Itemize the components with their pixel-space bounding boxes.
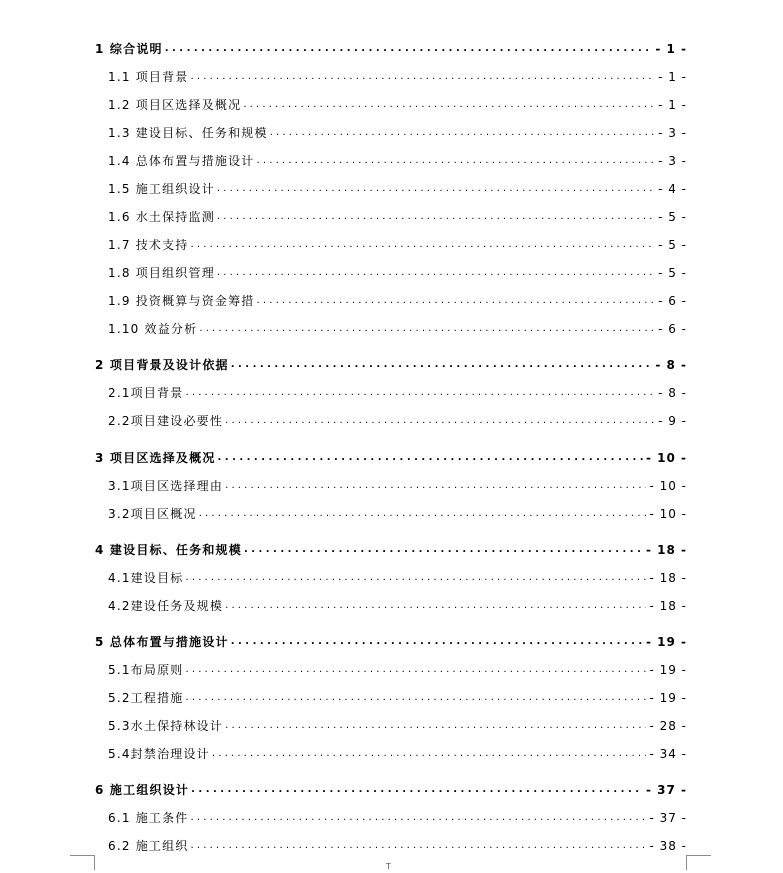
toc-dot-leader (243, 96, 655, 114)
toc-page-number: - 19 - (649, 691, 687, 705)
toc-section-entry[interactable] (108, 96, 687, 114)
toc-page-number: - 37 - (645, 783, 687, 797)
toc-dot-leader (218, 449, 643, 467)
toc-section-entry[interactable] (108, 505, 687, 523)
toc-section-entry[interactable] (108, 569, 687, 587)
toc-dot-leader (217, 208, 655, 226)
toc-entry-title: 4.1建设目标 (108, 571, 184, 585)
toc-entry-title: 3.2项目区概况 (108, 507, 197, 521)
toc-section-entry[interactable] (108, 597, 687, 615)
toc-section-entry[interactable] (108, 837, 687, 855)
footer-mark: T (386, 862, 391, 871)
toc-entry-title: 5.1布局原则 (108, 663, 184, 677)
toc-dot-leader (191, 809, 647, 827)
toc-section-entry[interactable] (108, 124, 687, 142)
toc-page-number: - 18 - (645, 543, 687, 557)
toc-section-entry[interactable] (108, 661, 687, 679)
toc-entry-title: 3.1项目区选择理由 (108, 479, 224, 493)
toc-page-number: - 3 - (658, 126, 687, 140)
toc-section-entry[interactable] (108, 477, 687, 495)
toc-dot-leader (231, 633, 643, 651)
toc-dot-leader (185, 661, 646, 679)
toc-entry-title: 1.9 投资概算与资金筹措 (108, 294, 255, 308)
toc-dot-leader (270, 124, 655, 142)
toc-page-number: - 19 - (649, 663, 687, 677)
toc-dot-leader (257, 292, 656, 310)
toc-entry-title: 1.8 项目组织管理 (108, 266, 215, 280)
toc-section-entry[interactable] (108, 180, 687, 198)
toc-dot-leader (185, 384, 655, 402)
toc-chapter-entry[interactable] (95, 633, 687, 651)
toc-dot-leader (191, 236, 656, 254)
toc-entry-title: 5.3水土保持林设计 (108, 719, 224, 733)
toc-section-entry[interactable] (108, 809, 687, 827)
toc-entry-title: 4 建设目标、任务和规模 (95, 543, 242, 557)
toc-page-number: - 10 - (649, 479, 687, 493)
toc-page-number: - 5 - (658, 238, 687, 252)
toc-entry-title: 6.2 施工组织 (108, 839, 189, 853)
toc-entry-title: 1.7 技术支持 (108, 238, 189, 252)
toc-entry-title: 5 总体布置与措施设计 (95, 635, 229, 649)
toc-page-number: - 10 - (645, 451, 687, 465)
toc-page-number: - 5 - (658, 210, 687, 224)
toc-section-entry[interactable] (108, 292, 687, 310)
toc-section-entry[interactable] (108, 264, 687, 282)
toc-section-entry[interactable] (108, 745, 687, 763)
toc-page-number: - 9 - (658, 414, 687, 428)
toc-entry-title: 1.3 建设目标、任务和规模 (108, 126, 268, 140)
toc-page-number: - 10 - (649, 507, 687, 521)
toc-chapter-entry[interactable] (95, 356, 687, 374)
toc-dot-leader (217, 264, 655, 282)
toc-dot-leader (217, 180, 655, 198)
toc-dot-leader (191, 781, 643, 799)
toc-entry-title: 1.10 效益分析 (108, 322, 198, 336)
toc-section-entry[interactable] (108, 68, 687, 86)
toc-section-entry[interactable] (108, 208, 687, 226)
toc-entry-title: 6.1 施工条件 (108, 811, 189, 825)
toc-page-number: - 34 - (649, 747, 687, 761)
toc-page-number: - 4 - (658, 182, 687, 196)
toc-page-number: - 1 - (658, 98, 687, 112)
toc-page-number: - 1 - (655, 42, 687, 56)
toc-page-number: - 8 - (658, 386, 687, 400)
toc-page-number: - 19 - (645, 635, 687, 649)
toc-dot-leader (225, 597, 646, 615)
toc-entry-title: 1 综合说明 (95, 42, 163, 56)
toc-section-entry[interactable] (108, 320, 687, 338)
page-corner-mark-right (686, 855, 711, 870)
toc-dot-leader (185, 689, 646, 707)
toc-page-number: - 5 - (658, 266, 687, 280)
toc-dot-leader (225, 477, 646, 495)
toc-dot-leader (231, 356, 653, 374)
toc-entry-title: 5.2工程措施 (108, 691, 184, 705)
toc-dot-leader (257, 152, 656, 170)
toc-section-entry[interactable] (108, 236, 687, 254)
toc-entry-title: 1.4 总体布置与措施设计 (108, 154, 255, 168)
toc-dot-leader (165, 40, 653, 58)
toc-entry-title: 5.4封禁治理设计 (108, 747, 210, 761)
toc-section-entry[interactable] (108, 384, 687, 402)
toc-dot-leader (225, 412, 655, 430)
toc-chapter-entry[interactable] (95, 541, 687, 559)
toc-page-number: - 18 - (649, 571, 687, 585)
toc-entry-title: 6 施工组织设计 (95, 783, 190, 797)
toc-page-number: - 1 - (658, 70, 687, 84)
toc-dot-leader (212, 745, 647, 763)
toc-page-number: - 38 - (649, 839, 687, 853)
toc-entry-title: 2.2项目建设必要性 (108, 414, 224, 428)
page-corner-mark-left (70, 855, 95, 870)
toc-dot-leader (185, 569, 646, 587)
toc-entry-title: 2.1项目背景 (108, 386, 184, 400)
toc-entry-title: 2 项目背景及设计依据 (95, 358, 229, 372)
toc-section-entry[interactable] (108, 152, 687, 170)
toc-dot-leader (244, 541, 643, 559)
toc-entry-title: 3 项目区选择及概况 (95, 451, 216, 465)
toc-section-entry[interactable] (108, 689, 687, 707)
toc-chapter-entry[interactable] (95, 449, 687, 467)
toc-entry-title: 1.5 施工组织设计 (108, 182, 215, 196)
toc-page-number: - 8 - (655, 358, 687, 372)
toc-section-entry[interactable] (108, 412, 687, 430)
toc-dot-leader (191, 837, 647, 855)
toc-page-number: - 18 - (649, 599, 687, 613)
toc-entry-title: 1.2 项目区选择及概况 (108, 98, 242, 112)
toc-entry-title: 1.6 水土保持监测 (108, 210, 215, 224)
toc-chapter-entry[interactable] (95, 40, 687, 58)
toc-dot-leader (191, 68, 656, 86)
toc-page-number: - 6 - (658, 294, 687, 308)
toc-dot-leader (199, 320, 655, 338)
toc-section-entry[interactable] (108, 717, 687, 735)
toc-page-number: - 28 - (649, 719, 687, 733)
toc-chapter-entry[interactable] (95, 781, 687, 799)
toc-entry-title: 4.2建设任务及规模 (108, 599, 224, 613)
toc-page-number: - 37 - (649, 811, 687, 825)
toc-page-number: - 6 - (658, 322, 687, 336)
toc-dot-leader (225, 717, 646, 735)
toc-page-number: - 3 - (658, 154, 687, 168)
toc-entry-title: 1.1 项目背景 (108, 70, 189, 84)
toc-dot-leader (199, 505, 647, 523)
